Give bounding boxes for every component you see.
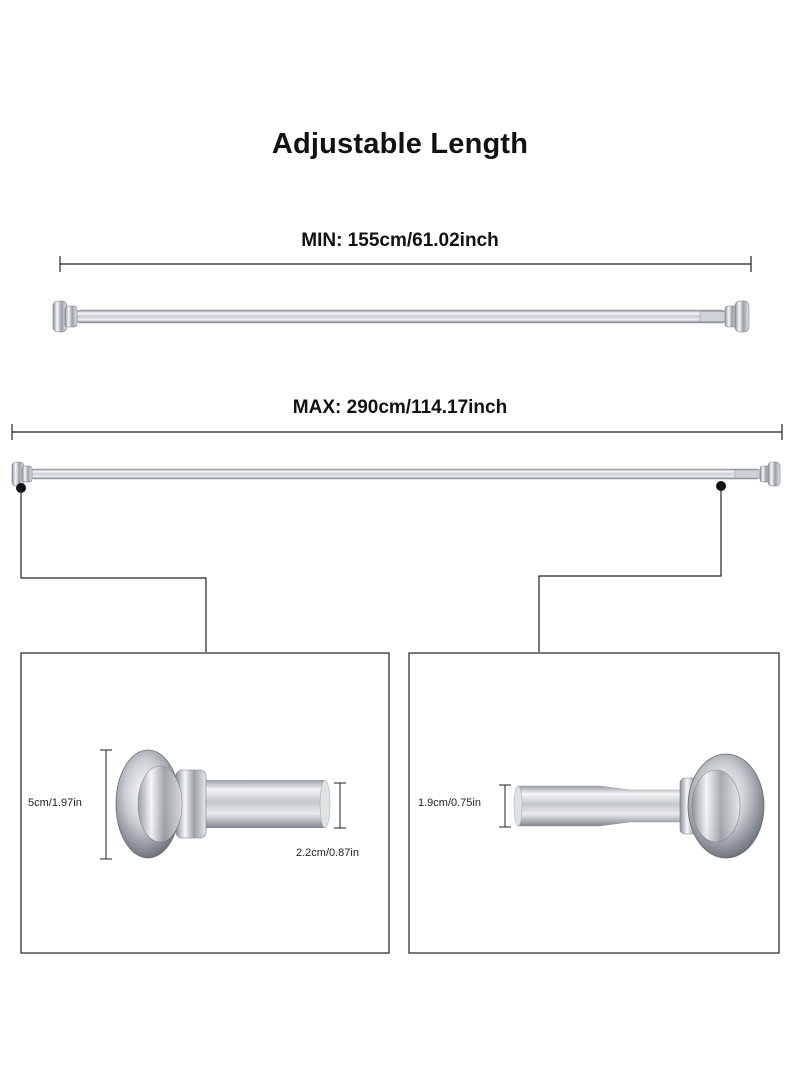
right-end-cap (760, 462, 780, 486)
max-length-label: MAX: 290cm/114.17inch (292, 397, 508, 418)
min-tension-rod (53, 301, 749, 332)
max-tension-rod (12, 462, 780, 486)
right-callout-connector (539, 481, 726, 652)
min-dimension-line (60, 256, 751, 272)
min-length-label: MIN: 155cm/61.02inch (301, 230, 499, 251)
left-end-cap (53, 301, 77, 332)
small-tube-diameter-label: 1.9cm/0.75in (418, 797, 481, 809)
left-callout-connector (16, 483, 206, 652)
large-tube-diameter-label: 2.2cm/0.87in (296, 847, 359, 859)
right-end-cap (725, 301, 749, 332)
left-end-cap (12, 462, 32, 486)
page-title: Adjustable Length (271, 128, 529, 160)
flange-diameter-label: 5cm/1.97in (28, 797, 82, 809)
max-dimension-line (12, 424, 782, 440)
